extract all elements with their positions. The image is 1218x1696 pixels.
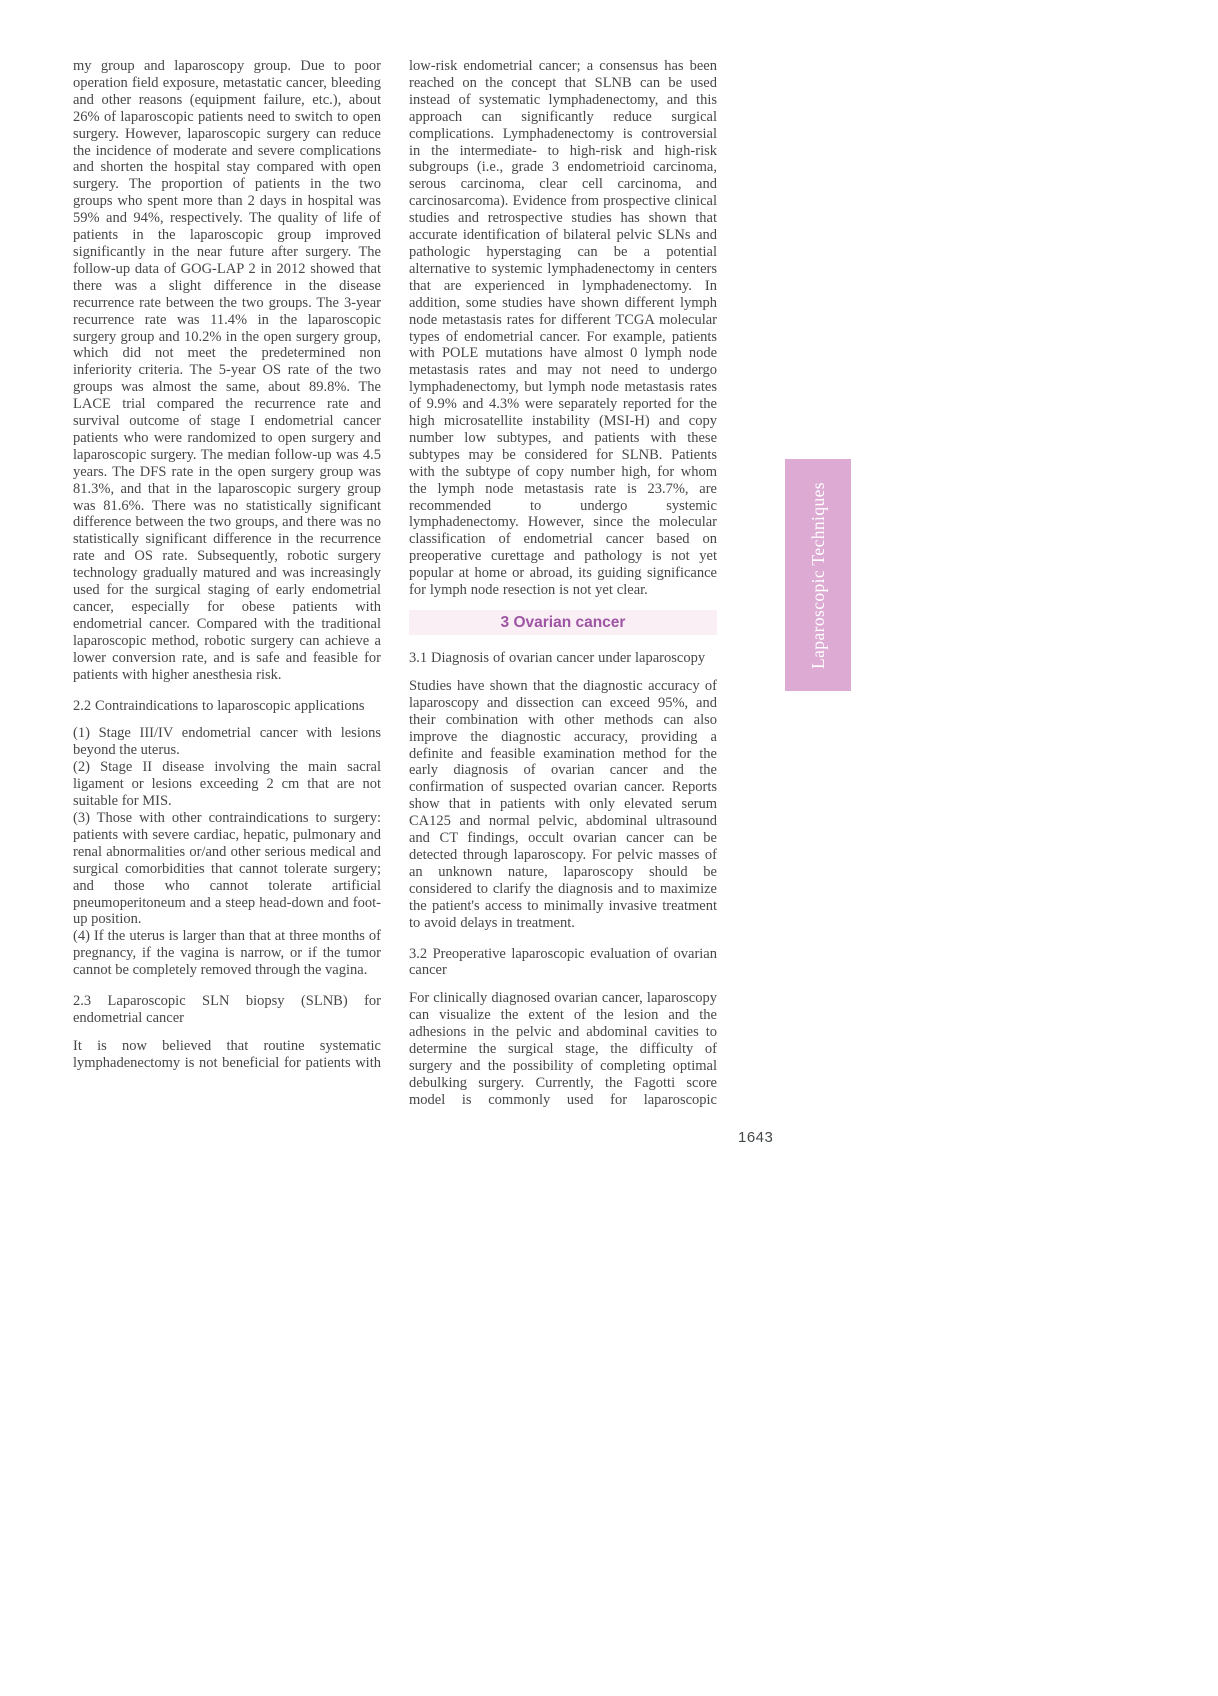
heading-3-2: 3.2 Preoperative laparoscopic evaluation of ovarian cancer xyxy=(409,945,717,979)
body-paragraph-continued: my group and laparoscopy group. Due to poor operation field exposure, metastatic cancer, bleeding and other reasons (equipment failure, etc.), about 26% of laparoscopic patients need to switch to open surgery. However, laparoscopic surgery can reduce the incidence of moderate and severe complications and shorten the hospital stay compared with open surgery. The proportion of patients in the two groups who spent more than 2 days in hospital was 59% and 94%, respectively. The quality of life of patients in the laparoscopic group improved significantly in the near future after surgery. The follow-up data of GOG-LAP 2 in 2012 showed that there was a slight difference in the disease recurrence rate between the two groups. The 3-year recurrence rate was 11.4% in the laparoscopic surgery group and 10.2% in the open surgery group, which did not meet the predetermined non inferiority criteria. The 5-year OS rate of the two groups was almost the same, about 89.8%. The LACE trial compared the recurrence rate and survival outcome of stage I endometrial cancer patients who were randomized to open surgery and laparoscopic surgery. The median follow-up was 4.5 years. The DFS rate in the open surgery group was 81.3%, and that in the laparoscopic surgery group was 81.6%. There was no statistically significant difference between the two groups, and there was no statistically significant difference in the recurrence rate and OS rate. Subsequently, robotic surgery technology gradually matured and was increasingly used for the surgical staging of early endometrial cancer, especially for obese patients with endometrial cancer. Compared with the traditional laparoscopic method, robotic surgery can achieve a lower conversion rate, and is safe and feasible for patients with higher anesthesia risk. xyxy=(73,58,381,683)
body-paragraph: It is now believed that routine systematic lymphadenectomy is not beneficial for patients with xyxy=(73,1037,381,1071)
heading-2-3: 2.3 Laparoscopic SLN biopsy (SLNB) for endometrial cancer xyxy=(73,993,381,1026)
left-column xyxy=(73,58,381,1120)
body-paragraph: low-risk endometrial cancer; a consensus has been reached on the concept that SLNB can be used instead of systematic lymphadenectomy, and this approach can significantly reduce surgical complications. Lymphadenectomy is controversial in the intermediate- to high-risk and high-risk subgroups (i.e., grade 3 endometrioid carcinoma, serous carcinoma, clear cell carcinoma, and carcinosarcoma). Evidence from prospective clinical studies and retrospective studies has shown that accurate identification of bilateral pelvic SLNs and pathologic hyperstaging can be a potential alternative to systemic lymphadenectomy in centers that are experienced in lymphadenectomy. In addition, some studies have shown different lymph node metastasis rates for different TCGA molecular types of endometrial cancer. For example, patients with POLE mutations have almost 0 lymph node metastasis rates and may not need to undergo lymphadenectomy, but lymph node metastasis rates of 9.9% and 4.3% were separately reported for the high microsatellite instability (MSI-H) and copy number low subtypes, and patients with these subtypes may be considered for SLNB. Patients with the subtype of copy number high, for whom the lymph node metastasis rate is 23.7%, are recommended to undergo systemic lymphadenectomy. However, since the molecular classification of endometrial cancer based on preoperative curettage and pathology is not yet popular at home or abroad, its guiding significance for lymph node resection is not yet clear. xyxy=(409,58,717,599)
body-paragraph: Studies have shown that the diagnostic accuracy of laparoscopy and dissection can exceed 95%, and their combination with other methods can also improve the diagnostic accuracy, providing a definite and feasible examination method for the early diagnosis of ovarian cancer and the confirmation of suspected ovarian cancer. Reports show that in patients with only elevated serum CA125 and normal pelvic, abdominal ultrasound and CT findings, occult ovarian cancer can be detected through laparoscopy. For pelvic masses of an unknown nature, laparoscopy should be considered to clarify the diagnosis and to maximize the patient's access to minimally invasive treatment to avoid delays in treatment. xyxy=(409,677,717,931)
list-item: (2) Stage II disease involving the main sacral ligament or lesions exceeding 2 cm that are not suitable for MIS. xyxy=(73,759,381,810)
section-heading-banner: 3 Ovarian cancer xyxy=(409,610,717,635)
heading-2-2: 2.2 Contraindications to laparoscopic applications xyxy=(73,697,365,714)
right-column xyxy=(409,58,717,1120)
page-number: 1643 xyxy=(738,1129,774,1146)
list-item: (4) If the uterus is larger than that at three months of pregnancy, if the vagina is narrow, or if the tumor cannot be completely removed through the vagina. xyxy=(73,928,381,979)
list-item: (1) Stage III/IV endometrial cancer with lesions beyond the uterus. xyxy=(73,725,381,759)
contraindications-list xyxy=(73,725,381,979)
body-paragraph: For clinically diagnosed ovarian cancer, laparoscopy can visualize the extent of the lesion and the adhesions in the pelvic and abdominal cavities to determine the surgical stage, the difficulty of surgery and the possibility of completing optimal debulking surgery. Currently, the Fagotti score model is commonly used for laparoscopic xyxy=(409,990,717,1108)
text-columns xyxy=(73,58,717,1120)
list-item: (3) Those with other contraindications to surgery: patients with severe cardiac, hepatic, pulmonary and renal abnormalities or/and other serious medical and surgical comorbidities that cannot tolerate surgery; and those who cannot tolerate artificial pneumoperitoneum and a steep head-down and foot-up position. xyxy=(73,809,381,928)
sidebar-tab xyxy=(785,459,851,691)
heading-3-1: 3.1 Diagnosis of ovarian cancer under laparoscopy xyxy=(409,650,706,666)
sidebar-tab-label: Laparoscopic Techniques xyxy=(807,481,828,669)
